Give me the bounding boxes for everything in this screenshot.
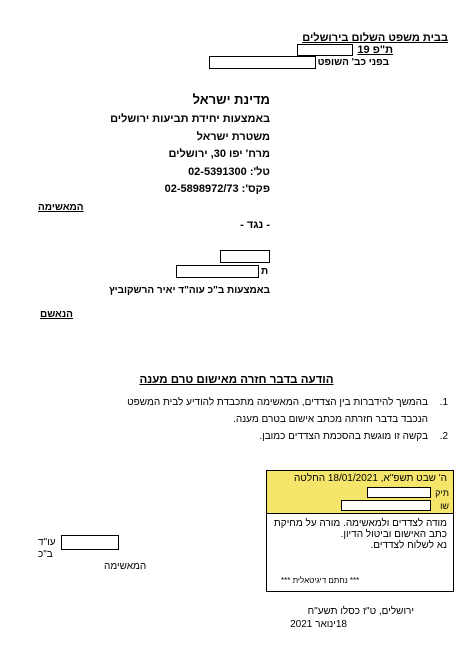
lawyer-name-box xyxy=(61,535,119,550)
case-number-box xyxy=(297,44,353,56)
decision-file-box xyxy=(367,487,431,498)
decision-body-line-2: כתב האישום וביטול הדיון. xyxy=(340,529,447,540)
notice-item-2-line1: בקשה זו מוגשת בהסכמת הצדדים כמובן. xyxy=(259,431,428,442)
plaintiff-name: מדינת ישראל xyxy=(192,92,270,107)
plaintiff-org: משטרת ישראל xyxy=(196,131,270,143)
footer-date-gregorian: 18ינואר 2021 xyxy=(290,619,347,630)
plaintiff-via: באמצעות יחידת תביעות ירושלים xyxy=(110,113,270,125)
plaintiff-address: מרח' יפו 30, ירושלים xyxy=(168,148,270,160)
versus-label: - נגד - xyxy=(240,219,270,231)
judge-label: בפני כב' השופט xyxy=(317,57,389,68)
decision-body-line-3: נא לשלוח לצדדים. xyxy=(370,540,447,551)
notice-item-1-line1: בהמשך להידברות בין הצדדים, המאשימה מתכבדת להודיע לבית המשפט xyxy=(127,397,428,408)
plaintiff-fax: פקס': 02-5898972/73 xyxy=(164,183,270,195)
plaintiff-role: המאשימה xyxy=(38,202,84,213)
decision-file-label: תיק xyxy=(435,488,449,498)
court-name: בבית משפט השלום בירושלים xyxy=(302,32,448,44)
decision-signature: *** נחתם דיגיטאלית *** xyxy=(281,576,360,585)
bc-label: ב"כ xyxy=(38,549,53,560)
decision-header-text: ה' שבט תשפ"א, 18/01/2021 החלטה xyxy=(293,473,447,484)
footer-date-hebrew: ירושלים, ט"ז כסלו תשע"ח xyxy=(307,606,414,617)
defendant-role: הנאשם xyxy=(40,309,73,320)
lawyer-label: עו"ד xyxy=(38,537,56,548)
judge-name-box xyxy=(209,56,316,69)
defendant-id-box xyxy=(176,265,259,278)
notice-item-1-number: 1. xyxy=(439,397,448,408)
defendant-lawyer: באמצעות ב"כ עוה"ד יאיר הרשקוביץ xyxy=(109,285,270,296)
plaintiff-phone: טל': 02-5391300 xyxy=(188,166,270,178)
decision-name-label: שו xyxy=(440,501,449,511)
case-number-label: ת"פ 19 xyxy=(357,44,393,56)
decision-header xyxy=(267,471,453,514)
decision-box xyxy=(266,470,454,592)
decision-name-box xyxy=(341,500,431,511)
notice-item-2-number: 2. xyxy=(439,431,448,442)
defendant-id-label: ת xyxy=(261,266,269,277)
notice-item-1-line2: הנכבד בדבר חזרתה מכתב אישום בטרם מענה. xyxy=(233,414,428,425)
signer-role: המאשימה xyxy=(104,561,147,572)
defendant-name-box xyxy=(220,250,270,263)
notice-title: הודעה בדבר חזרה מאישום טרם מענה xyxy=(139,374,334,386)
decision-body-line-1: מודה לצדדים ולמאשימה. מורה על מחיקת xyxy=(273,518,447,529)
